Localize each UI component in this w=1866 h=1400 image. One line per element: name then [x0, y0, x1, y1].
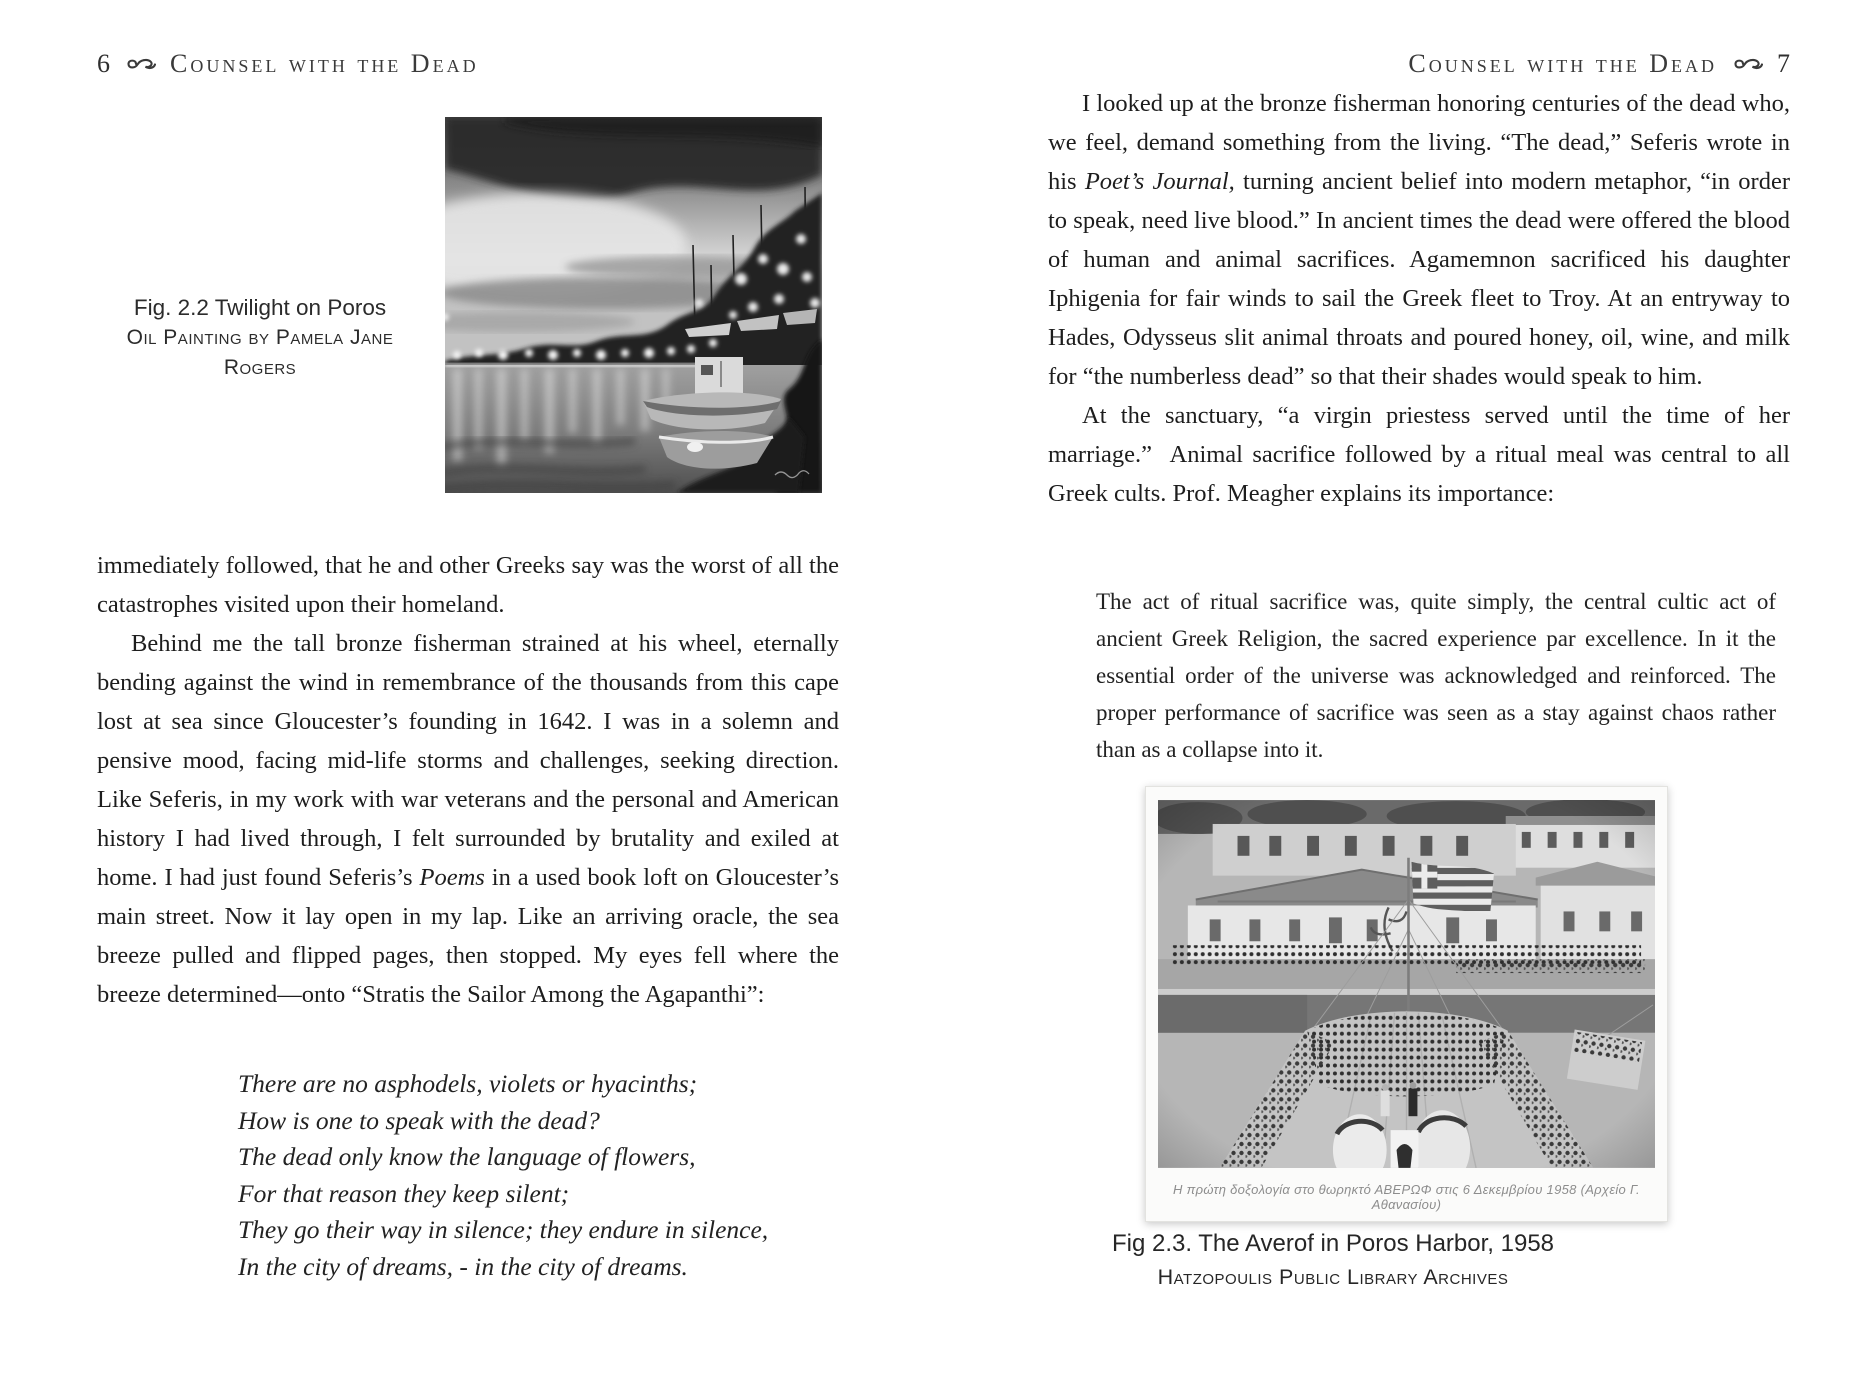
painting-caption [92, 293, 428, 383]
right-page [933, 0, 1866, 1400]
meagher-blockquote: The act of ritual sacrifice was, quite simply, the central cultic act of ancient Greek Religion, the sacred experience par excellence. In it the essential order of the universe was acknowledged and reinforced. The proper performance of sacrifice was seen as a stay against chaos rather than as a collapse into it. [1096, 589, 1776, 762]
right-running-head-title: Counsel with the Dead [1408, 49, 1717, 78]
extract-wrap [1048, 552, 1790, 768]
left-running-head [97, 49, 479, 79]
averof-photo-image [1158, 800, 1655, 1168]
twilight-painting-image [445, 117, 822, 493]
swash-ornament-icon [123, 56, 157, 72]
photo-caption [1048, 1228, 1618, 1294]
painting-caption-title: Fig. 2.2 Twilight on Poros [133, 295, 387, 320]
photo-caption-credit: Hatzopoulis Public Library Archives [1157, 1265, 1509, 1289]
photo-caption-title: Fig 2.3. The Averof in Poros Harbor, 1958 [1111, 1230, 1555, 1257]
right-page-number: 7 [1777, 49, 1790, 78]
poem-block: There are no asphodels, violets or hyacinths; How is one to speak with the dead? The dead only know the language of flowers, For that reason they keep silent; They go their way in silence; they endure in silence, In the city of dreams, - in the city of dreams. [238, 1069, 769, 1281]
left-page-number: 6 [97, 49, 110, 78]
right-running-head [1048, 49, 1790, 79]
photo-print-card [1145, 786, 1668, 1222]
swash-ornament-icon [1730, 56, 1764, 72]
left-body-text: immediately followed, that he and other Greeks say was the worst of all the catastrophes visited upon their homeland. Behind me the tall bronze fisherman strained at his wheel, eternally bending against the wind in remembrance of the thousands from this cape lost at sea since Gloucester’s founding in 1642. I was in a solemn and pensive mood, facing mid-life storms and challenges, seeking direction. Like Seferis, in my work with war veterans and the personal and American history I had lived through, I felt surrounded by brutality and exiled at home. I had just found Seferis’s Poems in a used book loft on Gloucester’s main street. Now it lay open in my lap. Like an arriving oracle, the sea breeze pulled and flipped pages, then stopped. My eyes fell where the breeze determined—onto “Stratis the Sailor Among the Agapanthi”: [97, 552, 839, 1008]
right-body-text: I looked up at the bronze fisherman honoring centuries of the dead who, we feel, demand something from the living. “The dead,” Seferis wrote in his Poet’s Journal, turning ancient belief into modern metaphor, “in order to speak, need live blood.” In ancient times the dead were offered the blood of human and animal sacrifices. Agamemnon sacrificed his daughter Iphigenia for fair winds to sail the Greek fleet to Troy. At an entryway to Hades, Odysseus slit animal throats and poured honey, oil, wine, and milk for “the numberless dead” so that their shades would speak to him. At the sanctuary, “a virgin priestess served until the time of her marriage.” Animal sacrifice followed by a ritual meal was central to all Greek cults. Prof. Meagher explains its importance: [1048, 90, 1790, 507]
photo-greek-caption: Η πρώτη δοξολογία στο θωρηκτό ΑΒΕΡΩΦ στις 6 Δεκεμβρίου 1958 (Αρχείο Γ. Αθανασίου) [1173, 1182, 1640, 1212]
left-running-head-title: Counsel with the Dead [170, 49, 479, 78]
painting-caption-credit: Oil Painting by Pamela Jane Rogers [126, 326, 394, 379]
